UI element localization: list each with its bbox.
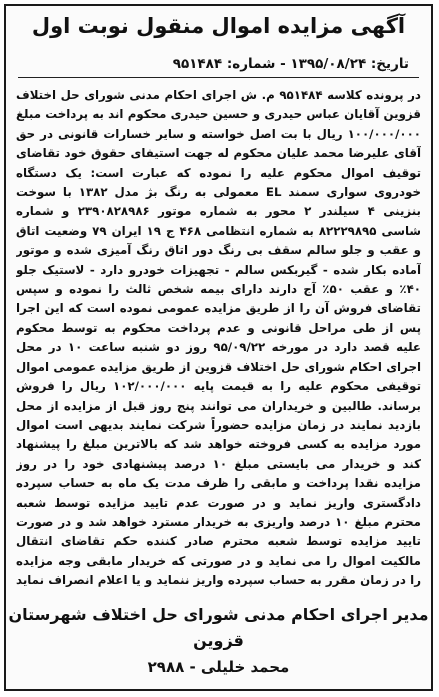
notice-body: در پرونده کلاسه ۹۵۱۴۸۴ م. ش اجرای احکام مدنی شورای حل اختلاف قزوین آقایان عباس حیدری و حسین حیدری محکوم اند به پرداخت مبلغ ۱۰۰/۰۰۰/۰۰۰ ریال با بت اصل خواسته و سایر خسارات قانونی در حق آقای علیرضا محمد علیان محکوم له جهت استیفای حقوق خود تقاضای توقیف اموال محکوم علیه را نموده که عبارت است: یک دستگاه خودروی سواری سمند EL معمولی به رنگ بژ مدل ۱۳۸۲ با سوخت بنزینی ۴ سیلندر ۲ محور به شماره موتور ۲۳۹۰۸۲۸۹۸۶ و شماره شاسی ۸۲۲۲۹۸۹۵ به شماره انتظامی ۴۶۸ ج ۱۹ ایران ۷۹ وضعیت اتاق و عقب و جلو سالم سقف بی رنگ دور اتاق رنگ آمیزی شده و موتور آماده بکار شده - گیربکس سالم - تجهیزات خودرو دارد - لاستیک جلو ۴۰٪ و عقب ۵۰٪ آج دارند دارای بیمه شخص ثالث را نموده و سپس تقاضای فروش آن را از طریق مزایده عمومی نموده است که این اجرا پس از طی مراحل قانونی و عدم پرداخت محکوم به توسط محکوم علیه قصد دارد در مورخه ۹۵/۰۹/۲۲ روز دو شنبه ساعت ۱۰ در محل اجرای احکام شورای حل اختلاف قزوین از طریق مزایده عمومی اموال توقیفی محکوم علیه را به قیمت پایه ۱۰۲/۰۰۰/۰۰۰ ریال را فروش برساند. طالبین و خریداران می توانند پنج روز قبل از مزایده از محل بازدید نمایند در زمان مزایده حضوراً شرکت نمایند بدیهی است اموال مورد مزایده به کسی فروخته خواهد شد که بالاترین مبلغ را پیشنهاد کند و خریدار می بایستی مبلغ ۱۰ درصد پیشنهادی خود را در روز مزایده نقدا پرداخت و مابقی را ظرف مدت یک ماه به حساب سپرده دادگستری واریز نماید و در صورت عدم تایید مزایده توسط شعبه محترم مبلغ ۱۰ درصد واریزی به خریدار مسترد خواهد شد و در صورت تایید مزایده توسط شعبه محترم صادر کننده حکم تقاضای انتقال مالکیت اموال را می نماید و در صورتی که خریدار مابقی وجه مزایده را در زمان مقرر به حساب سپرده واریز ننماید و یا اعلام انصراف نماید: [16, 88, 421, 588]
notice-frame: [4, 4, 433, 691]
notice-date-number: تاریخ: ۱۳۹۵/۰۸/۲۴ - شماره: ۹۵۱۴۸۴: [18, 52, 419, 78]
signature-office: مدیر اجرای احکام مدنی شورای حل اختلاف شهرستان قزوین: [8, 605, 429, 650]
notice-signature: [6, 602, 431, 680]
signature-name: محمد خلیلی - ۲۹۸۸: [147, 658, 290, 676]
notice-title: آگهی مزایده اموال منقول نوبت اول: [31, 14, 406, 38]
